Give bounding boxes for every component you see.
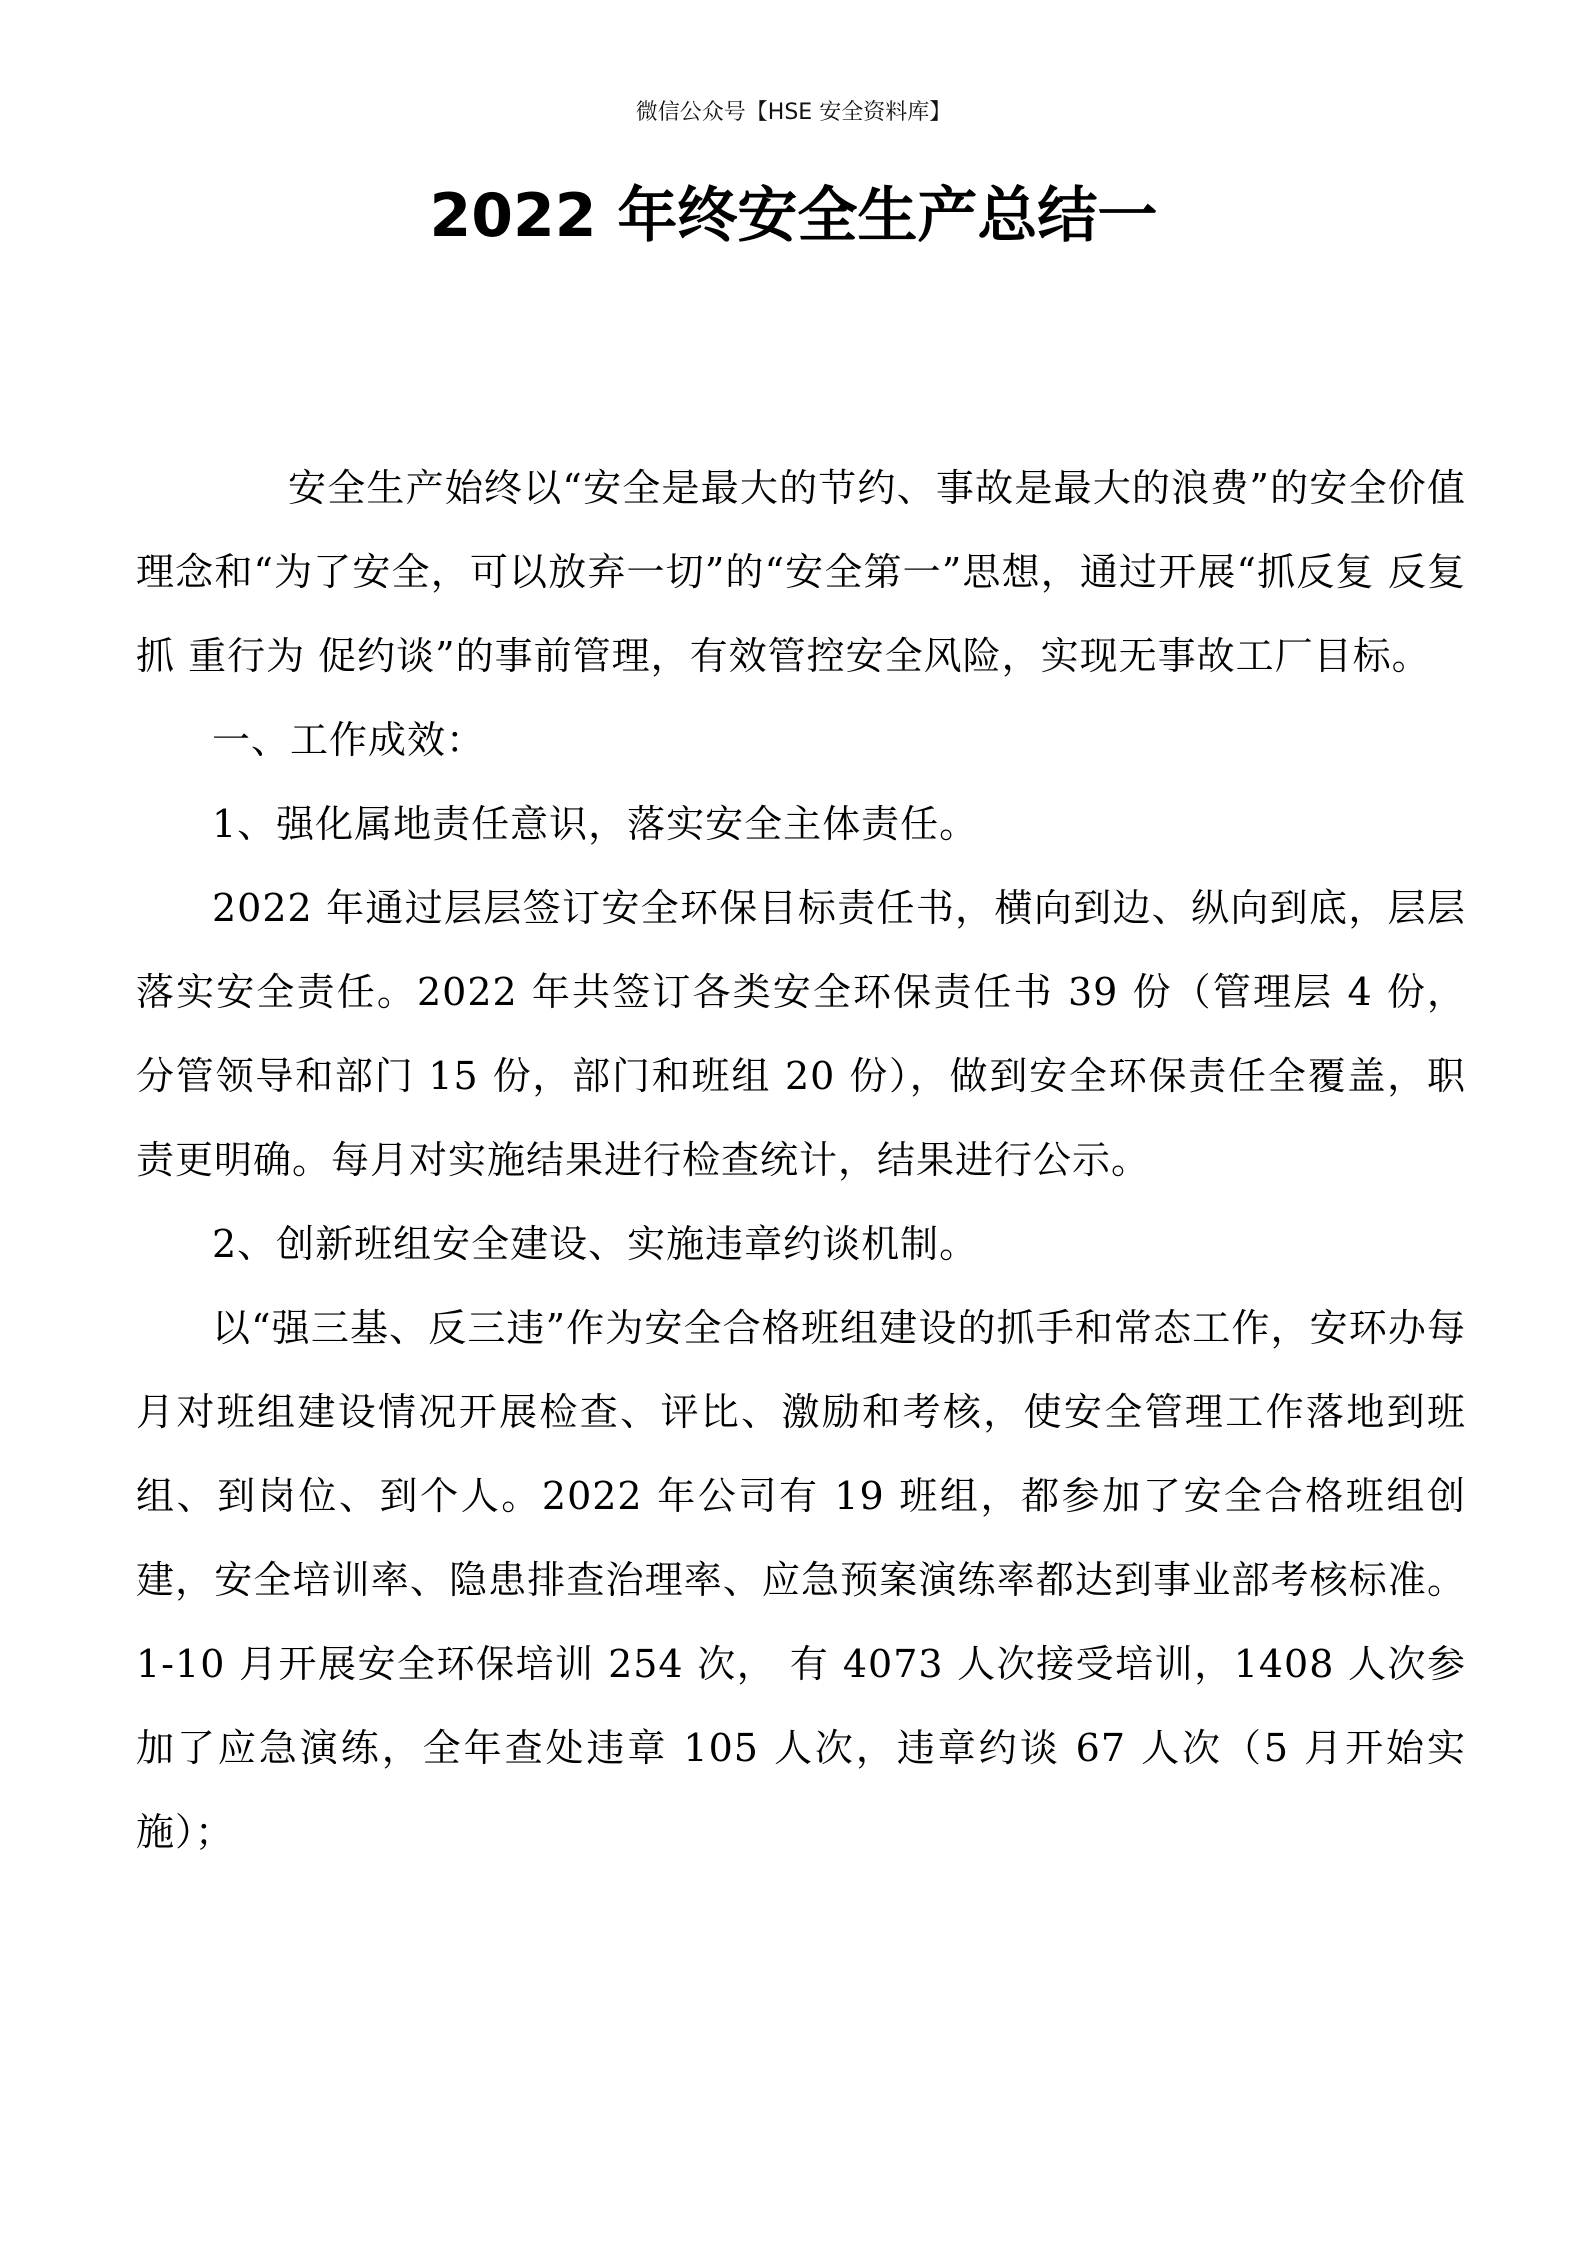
page-header: 微信公众号【HSE 安全资料库】	[635, 100, 952, 125]
document-title: 2022 年终安全生产总结一	[429, 181, 1158, 251]
item-paragraph-1: 2022 年通过层层签订安全环保目标责任书，横向到边、纵向到底，层层落实安全责任。2022 年共签订各类安全环保责任书 39 份（管理层 4 份，分管领导和部门 15 份，部门和班组 20 份），做到安全环保责任全覆盖，职责更明确。每月对实施结果进行检查统计，结果进行公示。	[136, 886, 1466, 1182]
item-heading-2: 2、创新班组安全建设、实施违章约谈机制。	[212, 1222, 979, 1266]
item-heading-1: 1、强化属地责任意识，落实安全主体责任。	[212, 802, 979, 846]
document-body	[136, 446, 1466, 1874]
item-paragraph-2: 以“强三基、反三违”作为安全合格班组建设的抓手和常态工作，安环办每月对班组建设情况开展检查、评比、激励和考核，使安全管理工作落地到班组、到岗位、到个人。2022 年公司有 19 班组，都参加了安全合格班组创建，安全培训率、隐患排查治理率、应急预案演练率都达到事业部考核标准。1-10 月开展安全环保培训 254 次， 有 4073 人次接受培训，1408 人次参加了应急演练，全年查处违章 105 人次，违章约谈 67 人次（5 月开始实施）；	[136, 1306, 1466, 1854]
section-heading: 一、工作成效：	[212, 718, 486, 762]
intro-paragraph: 安全生产始终以“安全是最大的节约、事故是最大的浪费”的安全价值理念和“为了安全，可以放弃一切”的“安全第一”思想，通过开展“抓反复 反复抓 重行为 促约谈”的事前管理，有效管控安全风险，实现无事故工厂目标。	[136, 466, 1466, 678]
